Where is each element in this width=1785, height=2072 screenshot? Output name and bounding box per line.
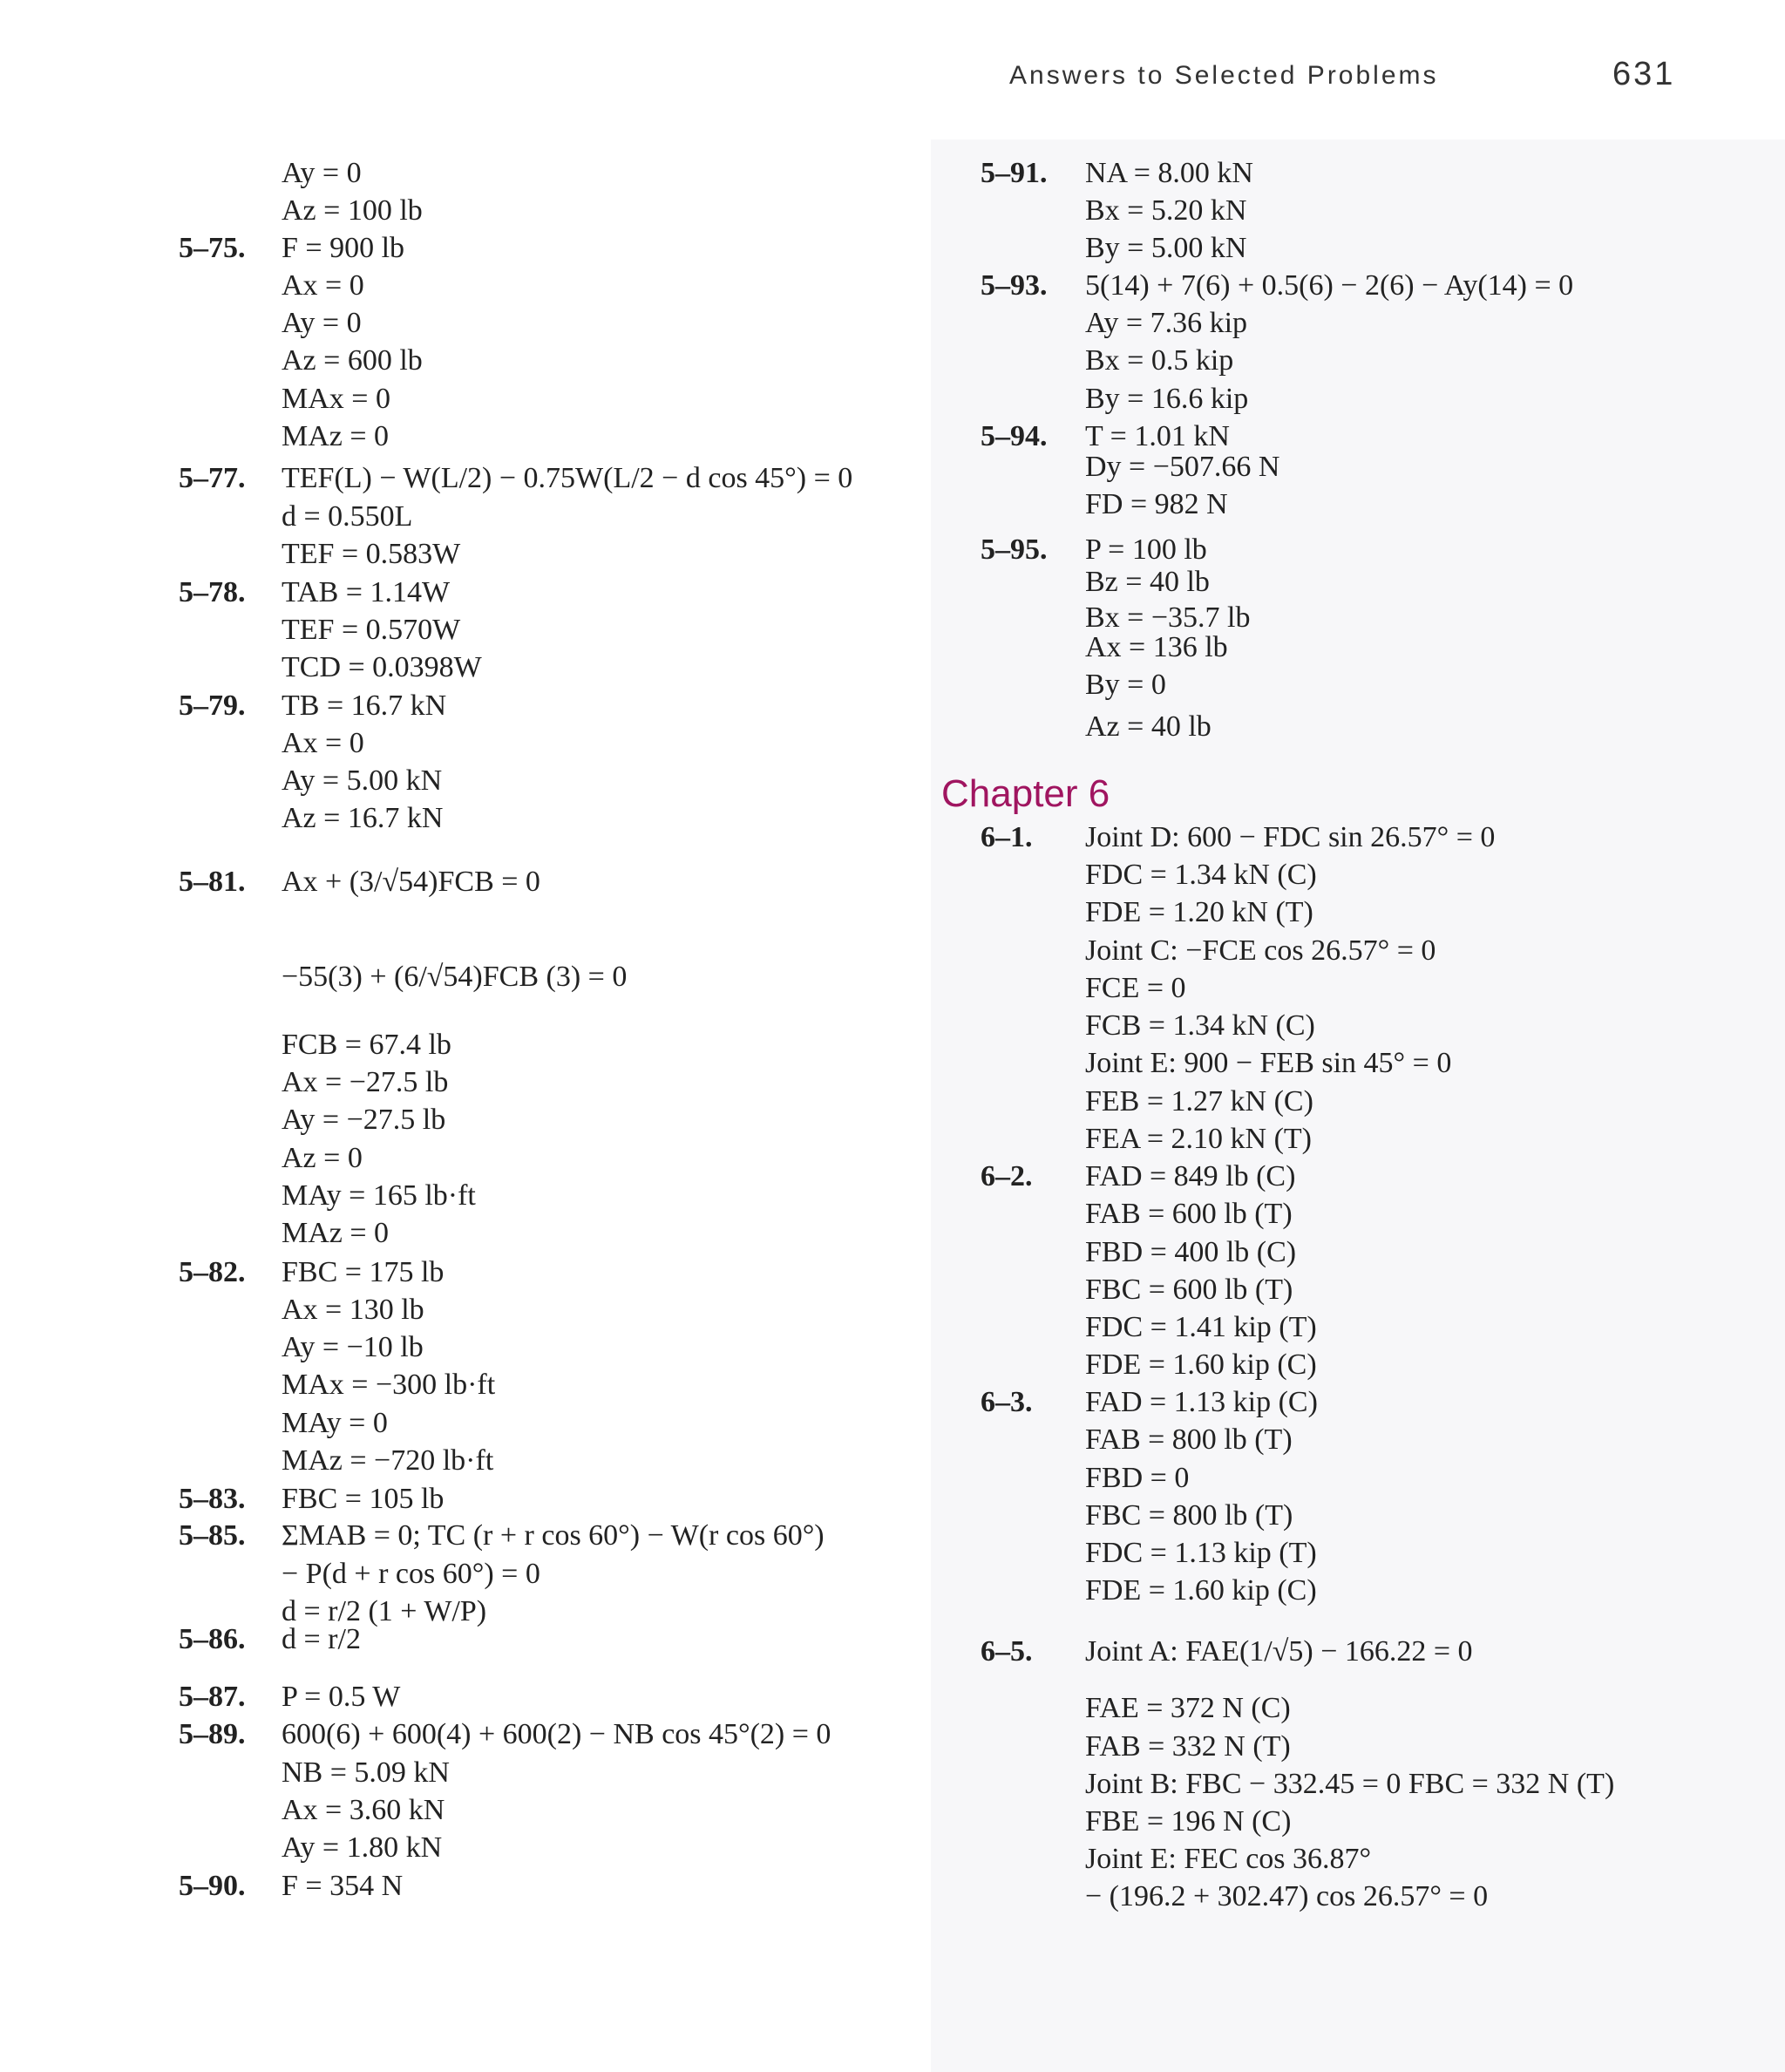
answer-line: Ax = 136 lb	[1085, 631, 1228, 663]
answer-line: Joint B: FBC − 332.45 = 0 FBC = 332 N (T)	[1085, 1768, 1615, 1800]
answer-line: Az = 40 lb	[1085, 710, 1211, 743]
answer-line: Joint C: −FCE cos 26.57° = 0	[1085, 934, 1436, 967]
answer-line: FBC = 600 lb (T)	[1085, 1274, 1293, 1306]
answer-line: Ax = −27.5 lb	[282, 1066, 449, 1098]
answer-line: Ax = 130 lb	[282, 1294, 424, 1326]
answer-line: FEA = 2.10 kN (T)	[1085, 1123, 1312, 1155]
answer-line: − (196.2 + 302.47) cos 26.57° = 0	[1085, 1880, 1489, 1912]
problem-number: 5–87.	[179, 1681, 246, 1713]
answer-line: Az = 0	[282, 1142, 363, 1174]
answer-line: By = 5.00 kN	[1085, 232, 1247, 264]
answer-line: FDC = 1.34 kN (C)	[1085, 859, 1317, 891]
answer-line: Ay = 7.36 kip	[1085, 307, 1248, 339]
answer-line: FBD = 0	[1085, 1462, 1190, 1494]
answer-line: TEF = 0.583W	[282, 538, 461, 570]
problem-number: 6–1.	[981, 821, 1033, 853]
problem-number: 6–3.	[981, 1386, 1033, 1418]
answer-line: Bx = −35.7 lb	[1085, 601, 1251, 634]
problem-number: 5–86.	[179, 1623, 246, 1655]
answer-line: MAx = −300 lb·ft	[282, 1369, 496, 1401]
answer-line: Joint A: FAE(1/√5) − 166.22 = 0	[1085, 1635, 1473, 1668]
page-number: 631	[1612, 56, 1676, 92]
chapter-heading: Chapter 6	[941, 772, 1110, 815]
answer-line: Ax = 0	[282, 269, 364, 302]
problem-number: 5–81.	[179, 866, 246, 898]
answer-line: Ay = −27.5 lb	[282, 1104, 446, 1136]
answer-line: NB = 5.09 kN	[282, 1756, 450, 1789]
answer-line: FCE = 0	[1085, 972, 1186, 1004]
answer-line: FBC = 175 lb	[282, 1256, 445, 1288]
problem-number: 5–89.	[179, 1718, 246, 1750]
answer-line: Ax = 3.60 kN	[282, 1794, 445, 1826]
answer-line: FDC = 1.13 kip (T)	[1085, 1537, 1317, 1569]
answer-line: MAy = 165 lb·ft	[282, 1179, 476, 1212]
answer-line: Ay = 0	[282, 157, 362, 189]
answer-line: Ax + (3/√54)FCB = 0	[282, 866, 540, 898]
answer-line: FBD = 400 lb (C)	[1085, 1236, 1297, 1268]
answer-line: d = r/2 (1 + W/P)	[282, 1595, 487, 1627]
answer-line: P = 0.5 W	[282, 1681, 401, 1713]
problem-number: 5–82.	[179, 1256, 246, 1288]
answer-line: TEF(L) − W(L/2) − 0.75W(L/2 − d cos 45°) = 0	[282, 462, 853, 494]
answer-line: Bx = 0.5 kip	[1085, 344, 1234, 377]
answer-line: Bz = 40 lb	[1085, 566, 1210, 598]
problem-number: 5–93.	[981, 269, 1048, 302]
answer-line: Dy = −507.66 N	[1085, 451, 1280, 483]
answer-line: FCB = 1.34 kN (C)	[1085, 1009, 1315, 1042]
answer-line: Ay = −10 lb	[282, 1331, 424, 1363]
answer-line: TCD = 0.0398W	[282, 651, 482, 683]
answer-line: FBC = 800 lb (T)	[1085, 1499, 1293, 1532]
answer-line: FAB = 600 lb (T)	[1085, 1198, 1293, 1230]
answer-line: TEF = 0.570W	[282, 614, 461, 646]
answer-line: FD = 982 N	[1085, 488, 1228, 520]
answer-line: FBC = 105 lb	[282, 1483, 445, 1515]
answer-line: d = 0.550L	[282, 500, 413, 533]
answer-line: Ay = 1.80 kN	[282, 1831, 443, 1864]
problem-number: 6–5.	[981, 1635, 1033, 1668]
answer-line: Joint E: 900 − FEB sin 45° = 0	[1085, 1047, 1452, 1079]
answer-line: FAB = 332 N (T)	[1085, 1730, 1291, 1763]
answer-line: Az = 16.7 kN	[282, 802, 444, 834]
answer-line: d = r/2	[282, 1623, 361, 1655]
answer-line: By = 0	[1085, 669, 1166, 701]
problem-number: 5–78.	[179, 576, 246, 608]
answer-line: FDC = 1.41 kip (T)	[1085, 1311, 1317, 1343]
answer-line: MAy = 0	[282, 1407, 388, 1439]
answer-line: MAz = 0	[282, 1217, 390, 1249]
answer-line: Joint E: FEC cos 36.87°	[1085, 1843, 1372, 1875]
problem-number: 6–2.	[981, 1160, 1033, 1192]
answer-line: − P(d + r cos 60°) = 0	[282, 1558, 540, 1590]
problem-number: 5–95.	[981, 533, 1048, 566]
problem-number: 5–79.	[179, 690, 246, 722]
answer-line: MAz = 0	[282, 420, 390, 452]
answer-line: Az = 100 lb	[282, 194, 423, 227]
answer-line: Joint D: 600 − FDC sin 26.57° = 0	[1085, 821, 1496, 853]
answer-line: FAB = 800 lb (T)	[1085, 1423, 1293, 1456]
answer-line: FEB = 1.27 kN (C)	[1085, 1085, 1313, 1118]
answer-line: T = 1.01 kN	[1085, 420, 1230, 452]
answer-line: Bx = 5.20 kN	[1085, 194, 1247, 227]
answer-line: FDE = 1.60 kip (C)	[1085, 1348, 1317, 1381]
answer-line: ΣMAB = 0; TC (r + r cos 60°) − W(r cos 60°)	[282, 1519, 825, 1552]
problem-number: 5–83.	[179, 1483, 246, 1515]
problem-number: 5–94.	[981, 420, 1048, 452]
answer-line: MAx = 0	[282, 383, 390, 415]
problem-number: 5–90.	[179, 1870, 246, 1902]
answer-line: FDE = 1.20 kN (T)	[1085, 896, 1313, 928]
answer-line: P = 100 lb	[1085, 533, 1207, 566]
problem-number: 5–77.	[179, 462, 246, 494]
running-head: Answers to Selected Problems	[1009, 61, 1439, 90]
answer-line: MAz = −720 lb·ft	[282, 1444, 494, 1477]
answer-line: TB = 16.7 kN	[282, 690, 447, 722]
answer-line: Az = 600 lb	[282, 344, 423, 377]
answer-line: Ay = 0	[282, 307, 362, 339]
answer-line: FDE = 1.60 kip (C)	[1085, 1574, 1317, 1607]
answer-line: FBE = 196 N (C)	[1085, 1805, 1292, 1838]
answer-line: Ay = 5.00 kN	[282, 764, 443, 797]
answer-line: FAD = 849 lb (C)	[1085, 1160, 1296, 1192]
answer-line: FCB = 67.4 lb	[282, 1029, 451, 1061]
answer-line: −55(3) + (6/√54)FCB (3) = 0	[282, 961, 628, 993]
answer-line: NA = 8.00 kN	[1085, 157, 1253, 189]
answer-line: Ax = 0	[282, 727, 364, 759]
answer-line: TAB = 1.14W	[282, 576, 451, 608]
problem-number: 5–75.	[179, 232, 246, 264]
answer-line: By = 16.6 kip	[1085, 383, 1249, 415]
answer-line: F = 354 N	[282, 1870, 404, 1902]
answer-line: FAE = 372 N (C)	[1085, 1692, 1291, 1724]
answer-line: F = 900 lb	[282, 232, 405, 264]
problem-number: 5–91.	[981, 157, 1048, 189]
problem-number: 5–85.	[179, 1519, 246, 1552]
answer-line: 5(14) + 7(6) + 0.5(6) − 2(6) − Ay(14) = 0	[1085, 269, 1574, 302]
answer-line: FAD = 1.13 kip (C)	[1085, 1386, 1318, 1418]
answer-line: 600(6) + 600(4) + 600(2) − NB cos 45°(2) = 0	[282, 1718, 831, 1750]
